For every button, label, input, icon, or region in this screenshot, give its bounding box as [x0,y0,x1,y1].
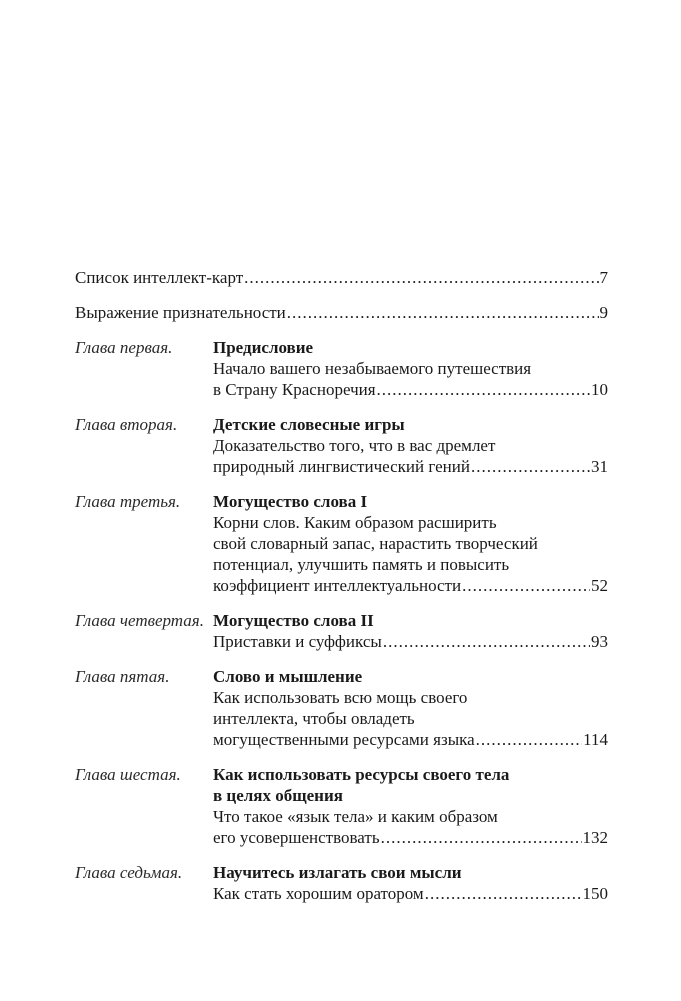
chapter-label: Глава шестая. [75,765,181,784]
entry-body [213,862,608,904]
entry-leader-line [213,729,608,750]
page-number[interactable]: 31 [591,457,608,476]
page-number[interactable]: 132 [582,828,608,847]
entry-text: в Страну Красноречия [213,380,376,399]
toc-entry[interactable] [75,337,608,400]
page-number[interactable]: 93 [591,632,608,651]
page-number[interactable]: 52 [591,576,608,595]
chapter-title: Могущество слова I [213,492,368,511]
dot-leader [287,302,599,323]
chapter-label: Глава седьмая. [75,863,183,882]
entry-body [213,764,608,848]
entry-text: его усовершенствовать [213,828,380,847]
entry-leader-line [213,631,608,652]
chapter-subtitle: Корни слов. Каким образом расширить [213,513,497,532]
chapter-title: Могущество слова II [213,611,374,630]
page-number[interactable]: 9 [599,303,608,322]
entry-text: могущественными ресурсами языка [213,730,475,749]
entry-text: Как стать хорошим оратором [213,884,424,903]
entry-leader-line [213,575,608,596]
page-number[interactable]: 114 [583,730,608,749]
dot-leader [383,631,590,652]
chapter-title: Как использовать ресурсы своего тела [213,765,510,784]
toc-entry[interactable] [75,610,608,652]
chapter-title: Научитесь излагать свои мысли [213,863,462,882]
toc-entry[interactable] [75,302,608,323]
chapter-title: Слово и мышление [213,667,363,686]
chapter-subtitle: Как использовать всю мощь своего [213,688,468,707]
page-number[interactable]: 150 [582,884,608,903]
chapter-label: Глава первая. [75,338,173,357]
entry-body [75,267,608,288]
entry-leader-line [213,883,608,904]
chapter-subtitle: Что такое «язык тела» и каким образом [213,807,498,826]
chapter-subtitle: Начало вашего незабываемого путешествия [213,359,532,378]
dot-leader [476,729,582,750]
entry-leader-line [213,827,608,848]
chapter-subtitle: интеллекта, чтобы овладеть [213,709,415,728]
chapter-title: в целях общения [213,786,343,805]
entry-body [213,666,608,750]
toc-entry[interactable] [75,267,608,288]
entry-text: Список интеллект-карт [75,268,244,287]
dot-leader [425,883,582,904]
entry-leader-line [75,267,608,288]
entry-text: Выражение признательности [75,303,286,322]
entry-text: коэффициент интеллектуальности [213,576,462,595]
dot-leader [244,267,598,288]
chapter-label: Глава вторая. [75,415,178,434]
entry-text: Приставки и суффиксы [213,632,382,651]
page-number[interactable]: 7 [599,268,608,287]
dot-leader [381,827,582,848]
page-number[interactable]: 10 [591,380,608,399]
entry-body [213,491,608,596]
toc-entry[interactable] [75,862,608,904]
chapter-label: Глава четвертая. [75,611,204,630]
toc-entry[interactable] [75,491,608,596]
chapter-title: Детские словесные игры [213,415,405,434]
dot-leader [377,379,590,400]
dot-leader [462,575,590,596]
chapter-subtitle: свой словарный запас, нарастить творческий [213,534,538,553]
entry-leader-line [213,379,608,400]
chapter-label: Глава пятая. [75,667,170,686]
toc-entry[interactable] [75,666,608,750]
chapter-title: Предисловие [213,338,314,357]
entry-body [213,414,608,477]
chapter-subtitle: Доказательство того, что в вас дремлет [213,436,496,455]
dot-leader [471,456,590,477]
chapter-label: Глава третья. [75,492,181,511]
entry-body [213,337,608,400]
toc-entry[interactable] [75,414,608,477]
entry-body [213,610,608,652]
entry-leader-line [75,302,608,323]
chapter-subtitle: потенциал, улучшить память и повысить [213,555,510,574]
table-of-contents [75,267,608,918]
toc-entry[interactable] [75,764,608,848]
entry-text: природный лингвистический гений [213,457,470,476]
entry-body [75,302,608,323]
entry-leader-line [213,456,608,477]
